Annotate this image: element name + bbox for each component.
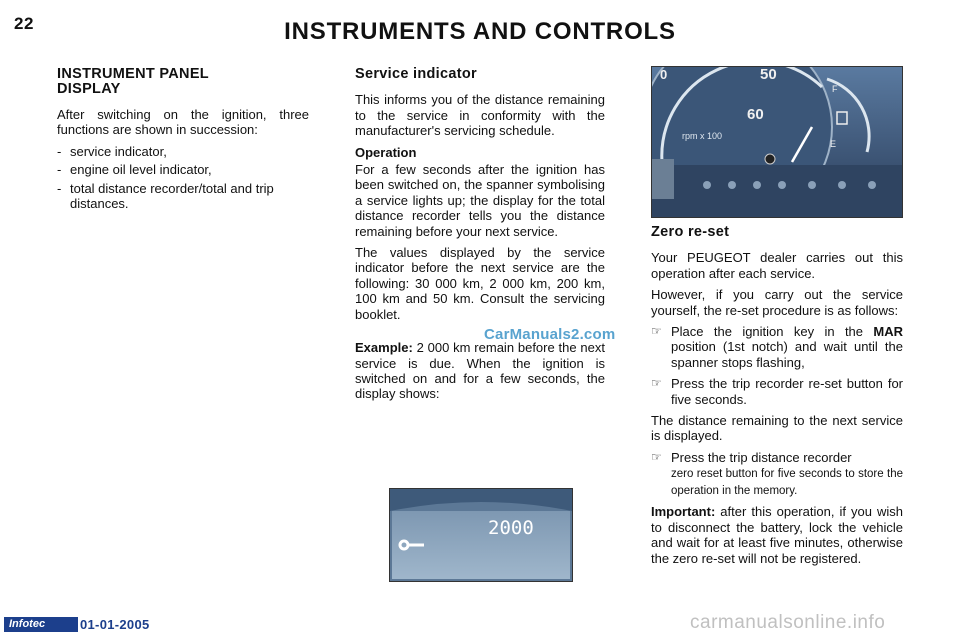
list-item: - engine oil level indicator, xyxy=(57,162,309,177)
step-3-small-text: zero reset button for five seconds to store the operation in the memory. xyxy=(671,468,903,497)
tach-label-60: 60 xyxy=(747,106,764,123)
left-column xyxy=(57,67,309,214)
odometer-readout: 2000 xyxy=(488,517,534,539)
zero-reset-heading: Zero re-set xyxy=(651,224,730,240)
tach-label-50: 50 xyxy=(760,67,777,83)
step-1-text: Place the ignition key in the xyxy=(671,324,874,340)
functions-list xyxy=(57,144,309,212)
footer-site-watermark[interactable]: carmanualsonline.info xyxy=(690,612,886,633)
step-1-rest: position (1st notch) and wait until the spanner stops flashing, xyxy=(671,339,903,370)
instrument-panel-illustration xyxy=(652,67,902,217)
important-paragraph xyxy=(651,504,903,566)
list-item xyxy=(651,324,903,370)
footer-date: 01-01-2005 xyxy=(80,617,150,632)
heading-line-2: DISPLAY xyxy=(57,81,121,97)
zero-reset-p3: The distance remaining to the next service is displayed. xyxy=(651,413,903,444)
rpm-label: rpm x 100 xyxy=(682,131,723,141)
important-label: Important: xyxy=(651,504,716,520)
instrument-panel-photo xyxy=(651,66,903,218)
list-item: - service indicator, xyxy=(57,144,309,159)
step-1-mar: MAR xyxy=(873,324,903,340)
right-column xyxy=(651,225,903,572)
infotec-logo: Infotec xyxy=(4,617,78,632)
zero-reset-p1: Your PEUGEOT dealer carries out this operation after each service. xyxy=(651,250,903,281)
list-item xyxy=(651,450,903,498)
watermark[interactable]: CarManuals2.com xyxy=(484,326,616,343)
pointing-hand-icon: ☞ xyxy=(651,449,662,464)
operation-paragraph-2: The values displayed by the service indicator before the next service are the following: 30 000 km, 2 000 km, 200 km, 100 km and 50 km. Consult the servicing booklet. xyxy=(355,245,605,322)
fuel-empty-label: E xyxy=(830,139,837,149)
page-title: INSTRUMENTS AND CONTROLS xyxy=(284,18,676,45)
reset-steps-2 xyxy=(651,450,903,498)
service-indicator-heading: Service indicator xyxy=(355,66,477,82)
reset-button-icon xyxy=(765,154,775,164)
service-display-illustration xyxy=(390,489,572,581)
list-item: - total distance recorder/total and trip distances. xyxy=(57,181,309,212)
operation-paragraph-1: For a few seconds after the ignition has been switched on, the spanner symbolising a service lights up; the display for the total distance recorder tells you the distance remaining before your next service. xyxy=(355,162,605,239)
intro-text: After switching on the ignition, three functions are shown in succession: xyxy=(57,107,309,138)
service-intro: This informs you of the distance remaining to the service in conformity with the manufacturer's servicing schedule. xyxy=(355,92,605,139)
pointing-hand-icon: ☞ xyxy=(651,376,662,391)
example-paragraph xyxy=(355,340,605,402)
pointing-hand-icon: ☞ xyxy=(651,324,662,339)
middle-column xyxy=(355,67,605,408)
step-2-text: Press the trip recorder re-set button for five seconds. xyxy=(671,376,903,407)
zero-reset-p2: However, if you carry out the service yourself, the re-set procedure is as follows: xyxy=(651,287,903,318)
service-display-photo xyxy=(389,488,573,582)
tach-label-0: 0 xyxy=(660,67,668,82)
page-number: 22 xyxy=(14,14,34,33)
reset-steps xyxy=(651,324,903,407)
important-text: after this operation, if you wish to disconnect the battery, lock the vehicle and wait for at least five minutes, otherwise the zero re-set will not be registered. xyxy=(651,504,903,566)
instrument-panel-heading xyxy=(57,67,309,97)
heading-line-1: INSTRUMENT PANEL xyxy=(57,66,209,82)
operation-heading: Operation xyxy=(355,144,417,160)
example-label: Example: xyxy=(355,340,413,356)
lcd-display xyxy=(652,159,674,199)
list-item xyxy=(651,376,903,407)
fuel-full-label: F xyxy=(832,84,838,94)
example-text: 2 000 km remain before the next service is due. When the ignition is switched on and for a few seconds, the display shows: xyxy=(355,340,605,402)
step-3-text: Press the trip distance recorder xyxy=(671,449,852,465)
